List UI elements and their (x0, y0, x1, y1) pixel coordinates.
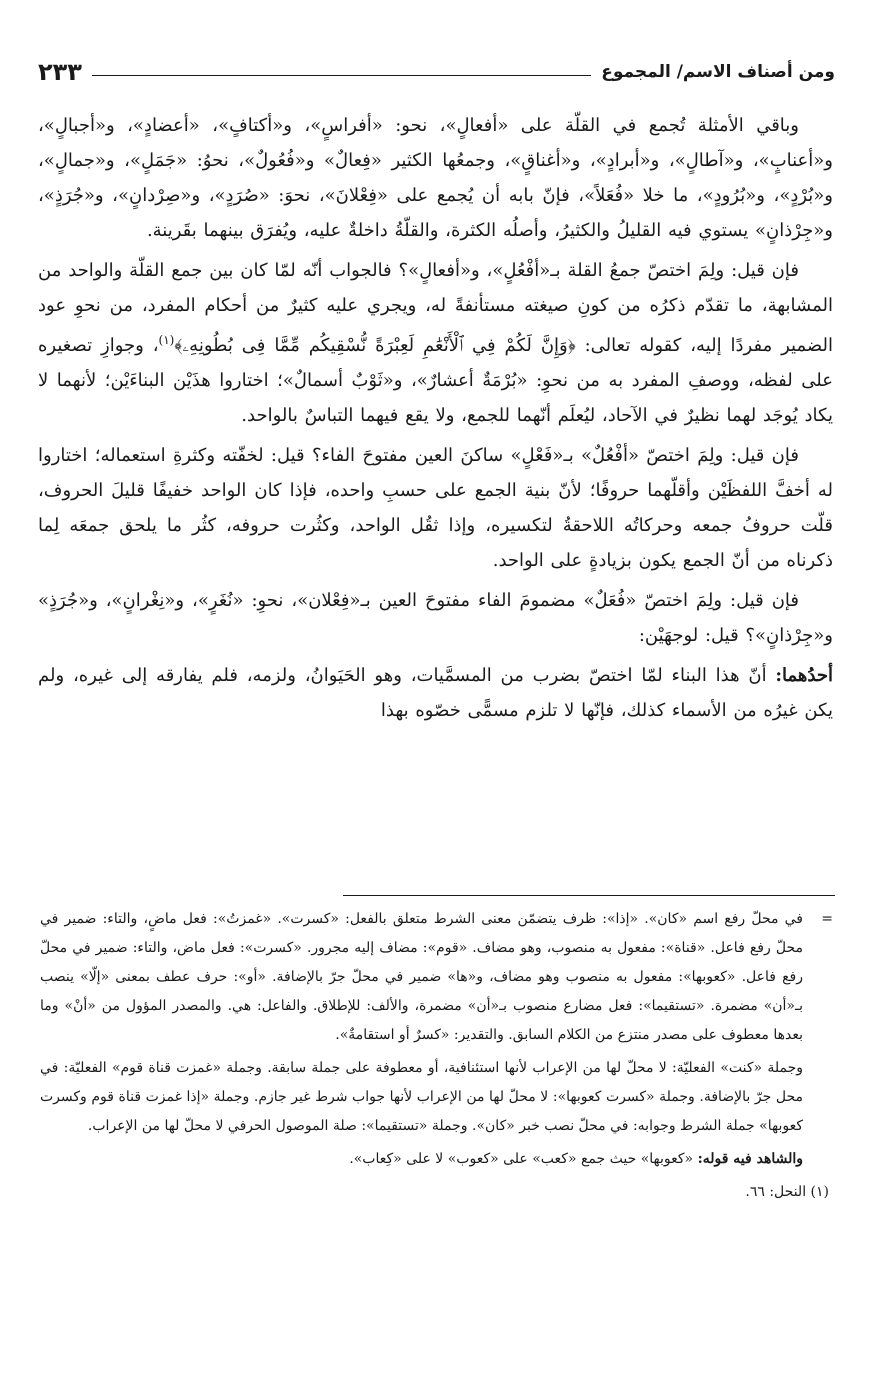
paragraph-2-rest: ، وجوازِ تصغيره على لفظه، ووصفِ المفرد به من نحوِ: «بُرْمَةٌ أعشارٌ»، و«ثَوْبٌ أسمالٌ»؛ اختاروا هذَيْن البناءَيْن؛ لأنهما لا يكاد يُوجَد لهما نظيرٌ في الآحاد، ليُعلَم أنّهما للجمع، ولا يقع فيهما التباسٌ بالواحد. (38, 335, 833, 426)
chapter-title: ومن أصناف الاسم/ المجموع (601, 62, 835, 82)
footnote-marker: (١) (158, 333, 175, 347)
paragraph-2 (38, 253, 833, 433)
footnotes (40, 905, 833, 1207)
footnote-parsing: في محلّ رفع اسم «كان». «إذا»: ظرف يتضمّن معنى الشرط متعلق بالفعل: «كسرت». «غمزتُ»: فعل ماضٍ، والتاء: ضمير في محلّ رفع فاعل. «قناة»: مفعول به منصوب، وهو مضاف. «قوم»: مضاف إليه مجرور. «كسرت»: فعل ماض، والتاء: ضمير في محلّ رفع فاعل. «كعوبها»: مفعول به منصوب وهو مضاف، و«ها» ضمير في محلّ جرّ بالإضافة. «أو»: حرف عطف بمعنى «إلّا» ينصب بـ«أن» مضمرة. «تستقيما»: فعل مضارع منصوب بـ«أن» مضمرة، والألف: للإطلاق. والفاعل: هي. والمصدر المؤول من «أنْ» وما بعدها معطوف على مصدر منتزع من الكلام السابق. والتقدير: «كسرٌ أو استقامةٌ». (40, 911, 803, 1043)
paragraph-5-lead: أحدُهما: (775, 665, 833, 686)
footnote-continuation (40, 905, 833, 1174)
running-header (38, 50, 835, 94)
paragraph-3: فإن قيل: ولِمَ اختصّ «أفْعُلٌ» بـ«فَعْلٍ» ساكنَ العين مفتوحَ الفاء؟ قيل: لخفّته وكثرةِ استعماله؛ اختاروا له أخفَّ اللفظَيْن وأقلّهما حروفًا؛ لأنّ بنية الجمع على حسبِ واحده، فإذا كان الواحد خفيفًا قليلَ الحروف، قلّت حروفُ جمعه وحركاتُه اللاحقةُ لتكسيره، وإذا ثقُل الواحد، وكثُرت حروفه، كثُر ما يلحق جمعَه لِما ذكرناه من أنّ الجمع يكون بزيادةٍ على الواحد. (38, 445, 833, 571)
footnote-separator (343, 895, 835, 896)
footnote-evidence-text: «كعوبها» حيث جمع «كعب» على «كعوب» لا على «كِعاب». (349, 1151, 698, 1167)
continuation-mark: = (821, 911, 833, 927)
paragraph-5 (38, 658, 833, 728)
paragraph-5-text: أنّ هذا البناء لمّا اختصّ بضرب من المسمَّيات، وهو الحَيَوانُ، ولزمه، فلم يفارقه إلى غيره، ولم يكن غيرُه من الأسماء كذلك، فإنّها لا تلزم مسمًّى خصّوه بهذا (38, 665, 833, 721)
page-number: ٢٣٣ (38, 58, 82, 86)
footnote-evidence (40, 1145, 803, 1174)
footnote-1: (١) النحل: ٦٦. (745, 1184, 829, 1200)
paragraph-4: فإن قيل: ولِمَ اختصّ «فُعَلٌ» مضمومَ الفاء مفتوحَ العين بـ«فِعْلان»، نحوِ: «نُغَرٍ»، و«نِغْرانٍ»، و«جُرَذٍ» و«جِرْذانٍ»؟ قيل: لوجهَيْن: (38, 590, 833, 646)
header-rule (92, 75, 591, 76)
footnote-evidence-lead: والشاهد فيه قوله: (697, 1151, 803, 1167)
paragraph-2-text: فإن قيل: ولِمَ اختصّ جمعُ القلة بـ«أفْعُلٍ»، و«أفعالٍ»؟ فالجواب أنّه لمّا كان بين جمع القلّة والواحد من المشابهة، ما تقدّم ذكرُه من كونِ صيغته مستأنفةً له، ويجري عليه كثيرٌ من أحكام المفرد، من نحوِ عود الضمير مفردًا إليه، كقوله تعالى: ﴿وَإِنَّ لَكُمْ فِي ٱلْأَنْعَٰمِ لَعِبْرَةً نُّسْقِيكُم مِّمَّا فِى بُطُونِهِۦ﴾ (38, 260, 833, 356)
paragraph-1: وباقي الأمثلة تُجمع في القلّة على «أفعالٍ»، نحو: «أفراسٍ»، و«أكتافٍ»، «أعضادٍ»، و«أجبالٍ»، و«أعنابٍ»، و«آطالٍ»، و«أبرادٍ»، و«أغناقٍ»، وجمعُها الكثير «فِعالٌ» و«فُعُولٌ»، نحوُ: «جَمَلٍ»، و«جمالٍ»، و«بُرْدٍ»، و«بُرُودٍ»، ما خلا «فُعَلاً»، فإنّ بابه أن يُجمع على «فِعْلانَ»، نحوَ: «صُرَدٍ»، و«صِرْدانٍ»، و«جُرَذٍ»، و«جِرْذانٍ» يستوي فيه القليلُ والكثيرُ، وأصلُه الكثرة، والقلّةُ داخلةٌ عليه، ويُفرَق بينهما بقَرينة. (38, 115, 833, 241)
main-text (38, 108, 833, 733)
footnote-sentences: وجملة «كنت» الفعليّة: لا محلّ لها من الإعراب لأنها استئنافية، أو معطوفة على جملة سابقة. وجملة «غمزت قناة قوم» الفعليّة: في محل جرّ بالإضافة. وجملة «كسرت كعوبها»: لا محلّ لها من الإعراب لأنها جواب شرط غير جازم. وجملة «إذا غمزت قناة قوم وكسرت كعوبها» جملة الشرط وجوابه: في محلّ نصب خبر «كان». وجملة «تستقيما»: صلة الموصول الحرفي لا محلّ لها من الإعراب. (40, 1060, 803, 1134)
